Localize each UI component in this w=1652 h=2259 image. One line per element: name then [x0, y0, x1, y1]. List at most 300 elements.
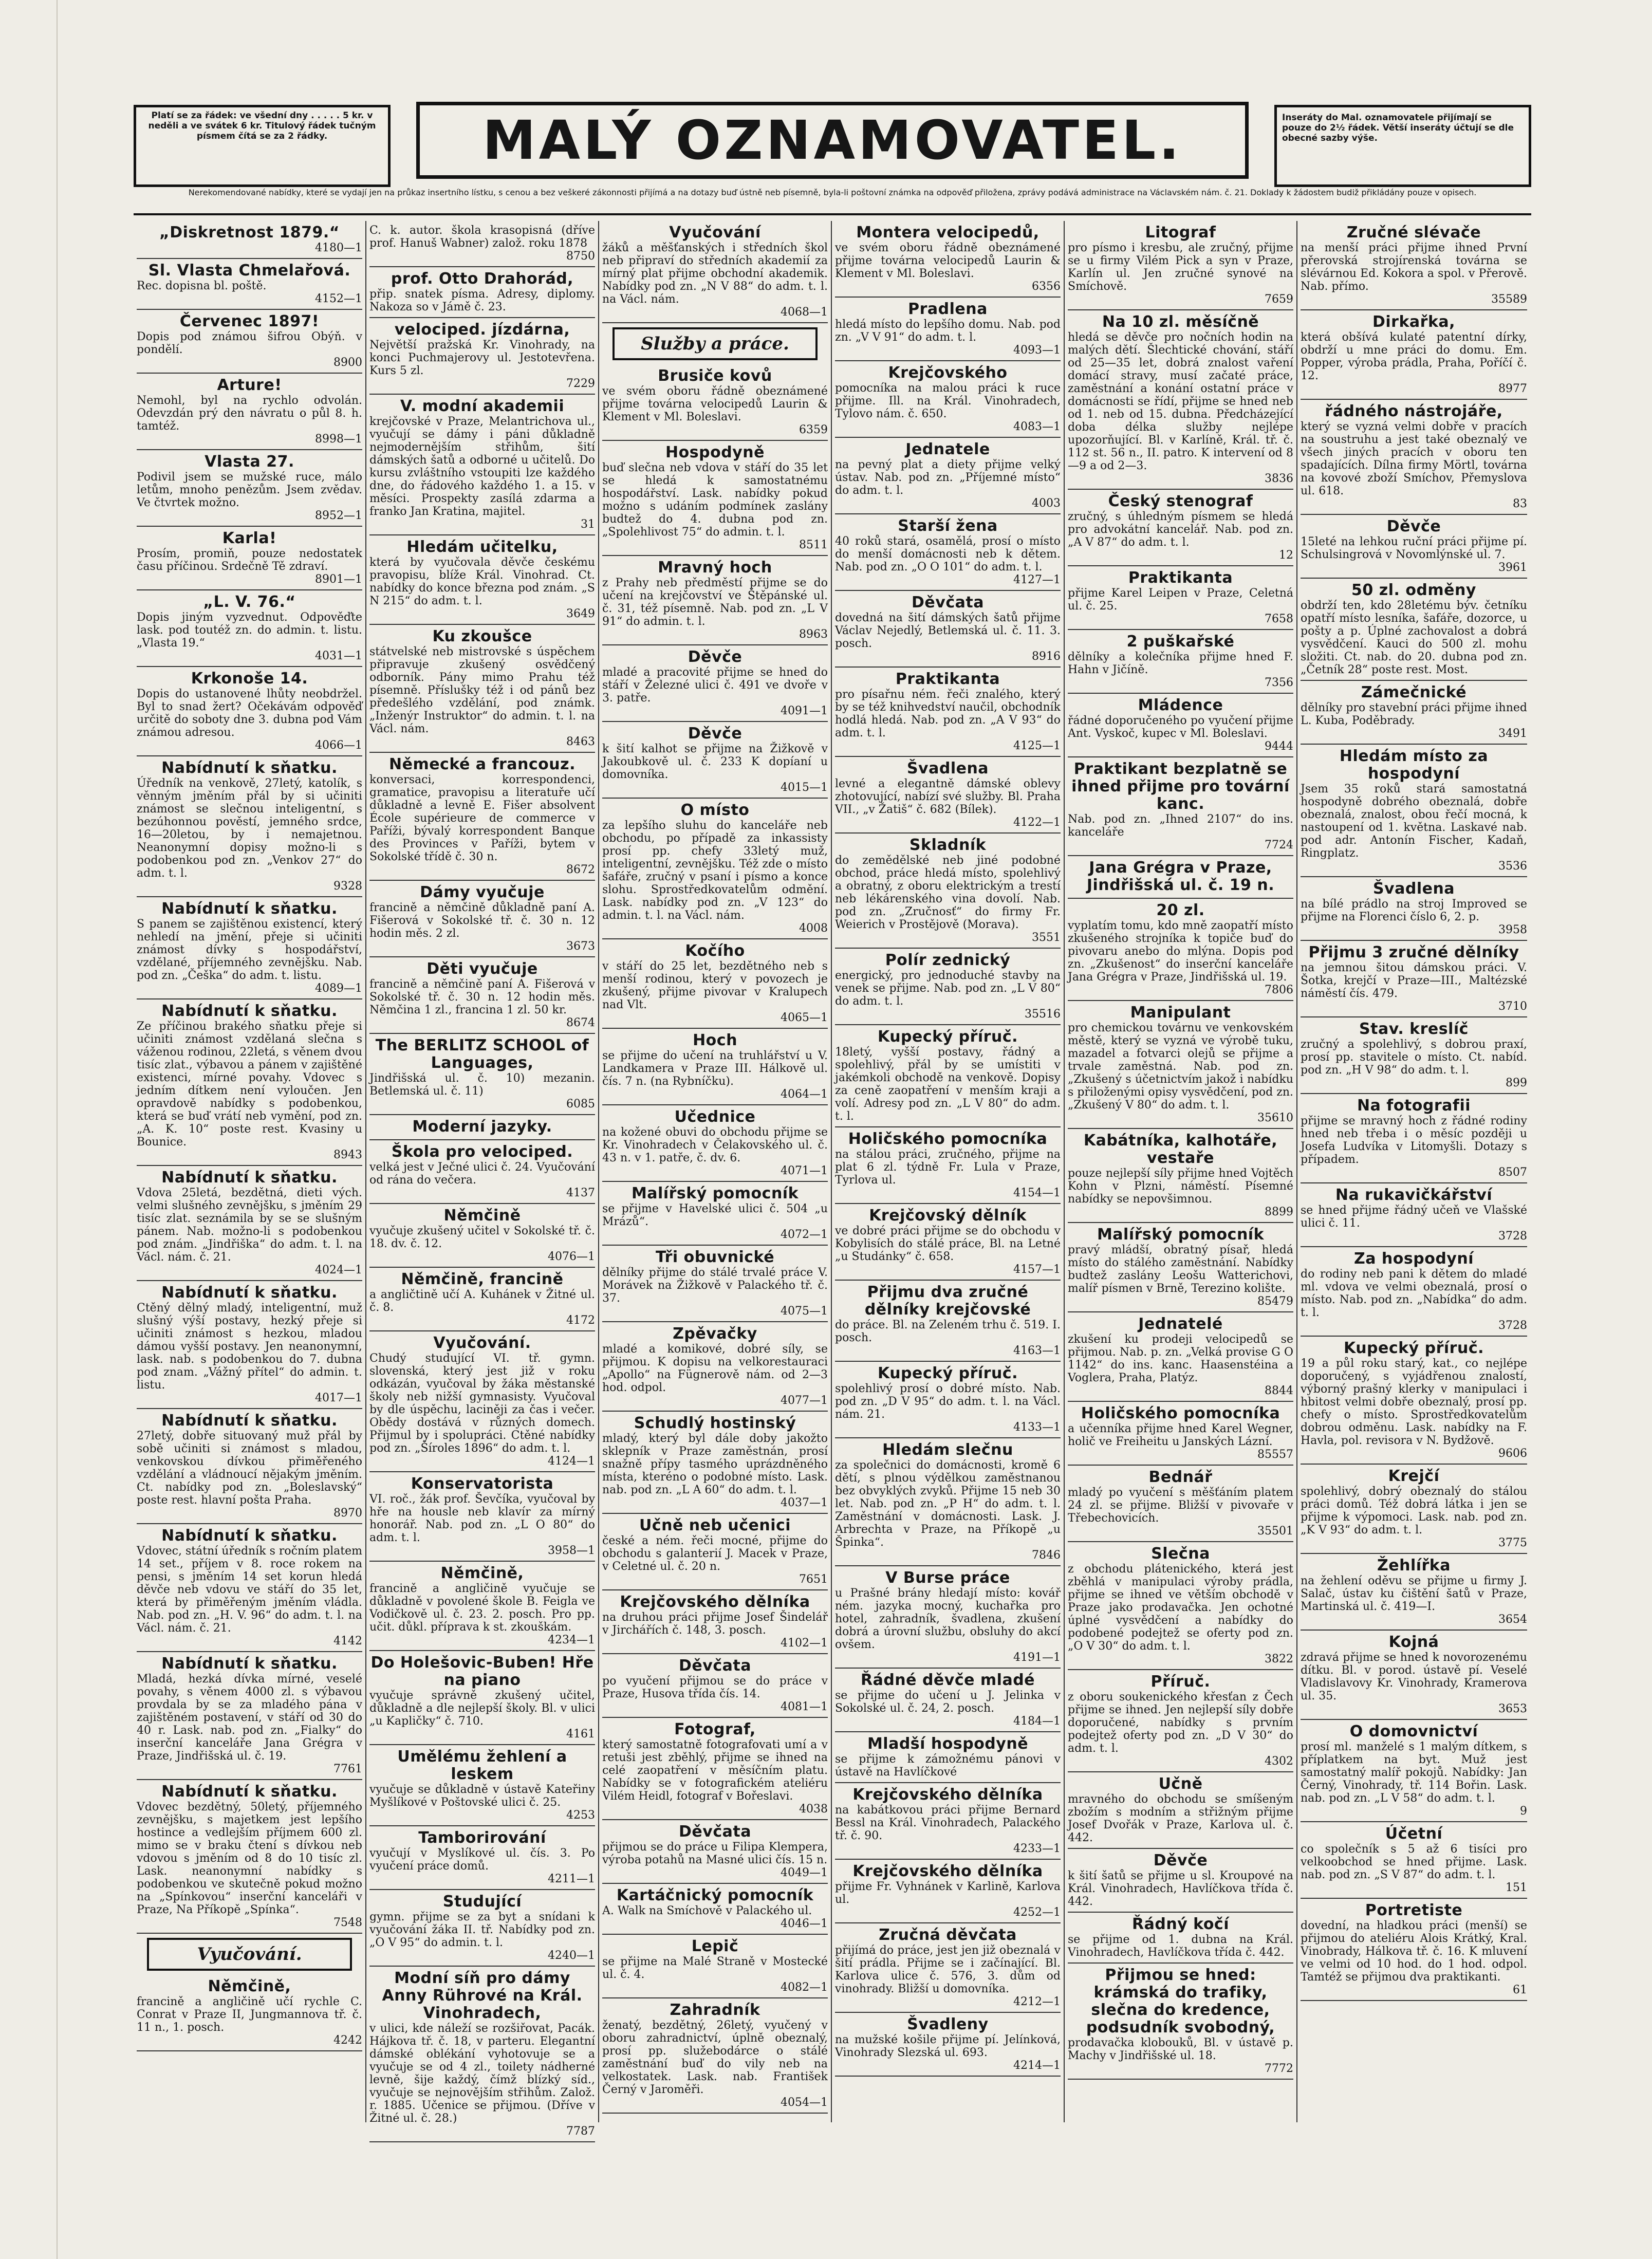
administration-notice: Nerekomendované nabídky, které se vydají jen na průkaz insertního lístku, s cenou a bez veškeré zákonnosti přijímá a na dotazy buď ústně neb písemně, byla-li poštovní známka na odpověď přiložena, zprávy podává administrace na Václavském nám. č. 21. Doklady k žádostem budiž přikládány pouze v opisech. [188, 188, 1477, 197]
classified-ad [835, 834, 1061, 949]
ad-text: do rodiny neb pani k dětem do mladé ml. vdova ve velmi obeznalá, prosí o místo. Nab. pod zn. „Nabídka“ do adm. t. l. [1301, 1268, 1527, 1319]
ad-heading: Studující [442, 1893, 522, 1911]
ad-text: vyplatím tomu, kdo mně zaopatří místo zkušeného strojníka k topiče buď do pivovaru anebo do mlýna. Dopis pod zn. „Zkušenost“ do inserční kanceláře Jana Grégra v Praze, Jindřišská ul. 19. [1068, 919, 1293, 984]
ad-text: dělníky přijme do stálé trvalé práce V. Morávek na Žižkově v Palackého tř. č. 37. [602, 1266, 828, 1305]
classified-ad [1068, 1849, 1293, 1913]
ad-number: 85557 [1257, 1448, 1293, 1461]
classified-ad [1068, 1129, 1293, 1223]
ad-heading: „L. V. 76.“ [203, 593, 296, 611]
classified-ad [602, 1514, 828, 1590]
classified-ad [369, 318, 595, 395]
ad-number: 6359 [799, 423, 828, 436]
classified-ad [835, 949, 1061, 1025]
ad-heading: The BERLITZ SCHOOL of Languages, [375, 1036, 589, 1072]
ad-text: na kabátkovou práci přijme Bernard Bessl na Král. Vinohradech, Palackého tř. č. 90. [835, 1804, 1061, 1842]
ad-text: levné a elegantně dámské oblevy zhotovující, nabízí své služby. Bl. Praha VII., „v Žatiš“ č. 682 (Bílek). [835, 777, 1061, 816]
ad-text: Jsem 35 roků stará samostatná hospodyně dobrého obeznalá, dobře obeznalá, znalost, obou řečí mocná, k nastoupení od 1. května. Laskavé nab. pod adr. Antonín Fischer, Kadaň, Ringplatz. [1301, 783, 1527, 860]
ad-number: 6356 [1032, 280, 1061, 293]
classified-ad [137, 756, 362, 897]
ad-number: 35501 [1257, 1525, 1293, 1538]
classified-ad [369, 221, 595, 267]
ad-column [1065, 221, 1297, 2122]
ad-text: státvelské neb mistrovské s úspěchem připravuje zkušený osvědčený odborník. Pány mimo Prahu též písemně. Příslušky též i od pánů bez předešlého vzdělání, pod známk. „Inženýr Instruktor“ do admin. t. l. na Václ. nám. [369, 645, 595, 735]
classified-ad [1068, 757, 1293, 856]
ad-number: 8672 [566, 863, 595, 876]
ad-number: 3836 [1265, 472, 1293, 485]
ad-text: žáků a měšťanských i středních škol neb připraví do středních akademií za mírný plat přijme obchodní akademik. Nabídky pod zn. „N V 88“ do adm. t. l. na Václ. nám. [602, 242, 828, 306]
classified-ad [1301, 1554, 1527, 1631]
classified-ad [602, 1029, 828, 1105]
ad-number: 3728 [1498, 1230, 1527, 1243]
ad-text: 40 roků stará, osamělá, prosí o místo do menší domácnosti neb k dětem. Nab. pod zn. „O O 101“ do adm. t. l. [835, 535, 1061, 573]
ad-heading: 50 zl. odměny [1351, 581, 1476, 599]
ad-text: se přijme od 1. dubna na Král. Vinohradech, Havlíčkova třída č. 442. [1068, 1933, 1293, 1959]
ad-text: S panem se zajištěnou existencí, který nehledí na jmění, přeje si učiniti známost dívky s hospodářství, vzdělané, příjemného zevnějšku. Nab. pod zn. „Češka“ do adm. t. listu. [137, 918, 362, 982]
classified-ad [1068, 1001, 1293, 1129]
ad-text: Prosím, promiň, pouze nedostatek času příčinou. Srdečně Tě zdraví. [137, 547, 362, 573]
ad-heading: Přijmou se hned: krámská do trafiky, slečna do kredence, podsudník svobodný, [1086, 1966, 1275, 2036]
classified-ad [1301, 1017, 1527, 1094]
classified-ad [602, 722, 828, 799]
ad-text: vyučuje zkušený učitel v Sokolské tř. č. 18. dv. č. 12. [369, 1225, 595, 1250]
ad-number: 8844 [1265, 1384, 1293, 1397]
ad-heading: Nabídnutí k sňatku. [161, 1002, 338, 1020]
ad-text: se přijme k zámožnému pánovi v ústavě na Havlíčkové [835, 1753, 1061, 1779]
ad-heading: Kočího [685, 942, 745, 960]
classified-ad [1068, 1542, 1293, 1670]
ad-text: do zemědělské neb jiné podobné obchod, práce hledá místo, spolehlivý a obratný, z oboru elektrickým a trestí neb lékárenského vina dovolí. Nab. pod zn. „Zručnosť“ do firmy Fr. Weierich v Prostějově (Morava). [835, 854, 1061, 931]
ad-text: ve svém oboru řádně obeznámené přijme továrna velocipedů Laurin & Klement v Ml. Boleslavi. [835, 242, 1061, 280]
classified-ad [602, 556, 828, 645]
ad-number: 4102—1 [781, 1637, 828, 1650]
ad-number: 4161 [566, 1728, 595, 1740]
ad-heading: Umělému žehlení a leskem [397, 1748, 567, 1783]
ad-number: 4081—1 [781, 1700, 828, 1713]
ad-heading: Konservatorista [411, 1475, 554, 1493]
classified-ad [369, 625, 595, 753]
ad-number: 4083—1 [1013, 420, 1061, 433]
classified-ad [137, 1166, 362, 1281]
ad-number: 4064—1 [781, 1088, 828, 1101]
classified-ad [137, 1780, 362, 1934]
ad-number: 7787 [566, 2125, 595, 2138]
ad-number: 4184—1 [1013, 1715, 1061, 1728]
ad-text: přijmou se do práce u Filipa Klempera, výroba potahů na Masné ulici čís. 15 n. [602, 1841, 828, 1866]
ad-number: 8674 [566, 1016, 595, 1029]
ad-text: pro písmo i kresbu, ale zručný, přijme se u firmy Vilém Pick a syn v Praze, Karlín ul. Jen zručné synové na Smíchově. [1068, 242, 1293, 293]
ad-number: 9328 [333, 880, 362, 893]
ad-number: 4214—1 [1013, 2059, 1061, 2072]
ad-heading: Krejčovského dělníka [852, 1786, 1043, 1804]
ad-number: 8916 [1032, 650, 1061, 663]
ad-heading: velociped. jízdárna, [394, 321, 570, 339]
ad-text: Ctěný dělný mladý, inteligentní, muž slušný výší postavy, hezký přeje si učiniti známost s hezkou, mladou dámou vyšší postavy. Jen neanonymní, lask. nab. s podobenkou do 7. dubna pod znam. „Vážný přítel“ do admin. t. listu. [137, 1302, 362, 1392]
ad-heading: Na fotografii [1357, 1097, 1471, 1115]
ad-heading: Krejčovského dělníka [852, 1862, 1043, 1880]
ad-heading: Žehlířka [1377, 1557, 1451, 1575]
classified-ad [1068, 221, 1293, 310]
ad-heading: Nabídnutí k sňatku. [161, 1527, 338, 1545]
ad-text: Největší pražská Kr. Vinohrady, na konci Puchmajerovy ul. Jestotevřena. Kurs 5 zl. [369, 339, 595, 377]
ad-number: 8963 [799, 628, 828, 641]
classified-ad [835, 438, 1061, 514]
ad-heading: Zpěvačky [673, 1325, 757, 1343]
ad-text: krejčovské v Praze, Melantrichova ul., vyučují se dámy i páni důkladně nejmodernějším střihům, šití dámských šatů a odborné u učitelů. Do kursu zvláštního vstoupiti lze každého dne, do řádového každého 1. a 15. v měsíci. Prospekty zasílá zdarma a franko Jan Kratina, majitel. [369, 415, 595, 518]
classified-ad [602, 364, 828, 441]
ad-heading: Praktikanta [1128, 569, 1233, 587]
ad-heading: Švadleny [907, 2015, 989, 2033]
classified-ad [1301, 579, 1527, 681]
section-heading: Služby a práce. [612, 327, 818, 360]
ad-text: 15leté na lehkou ruční práci přijme pí. Schulsingrová v Novomlýnské ul. 7. [1301, 535, 1527, 561]
classified-ad [1301, 1247, 1527, 1337]
ad-number: 4017—1 [315, 1392, 362, 1404]
ad-text: se přijme do učení na truhlářství u V. Landkamera v Praze III. Hálkově ul. čís. 7 n. (na Rybníčku). [602, 1049, 828, 1088]
ad-heading: Učně [1158, 1775, 1203, 1793]
classified-ad [602, 939, 828, 1029]
ad-text: na menší práci přijme ihned První přerovská strojírenská továrna se slévárnou Ed. Kokora a spol. v Přerově. Nab. přímo. [1301, 242, 1527, 293]
ad-number: 4089—1 [315, 982, 362, 995]
ad-heading: Fotograf, [674, 1720, 756, 1738]
ad-number: 4046—1 [781, 1917, 828, 1930]
ad-number: 3551 [1032, 931, 1061, 944]
ad-heading: Portretiste [1365, 1901, 1463, 1919]
ad-heading: Mravný hoch [658, 559, 772, 577]
ad-heading: Malířský pomocník [631, 1184, 799, 1202]
classified-ad [1301, 745, 1527, 877]
classified-ad [835, 1362, 1061, 1438]
ad-text: Nemohl, byl na rychlo odvolán. Odevzdán prý den návratu o půl 8. h. tamtéž. [137, 394, 362, 433]
ad-number: 8952—1 [315, 509, 362, 522]
ad-number: 4302 [1265, 1755, 1293, 1768]
ad-text: na kožené obuvi do obchodu přijme se Kr. Vinohradech v Čelakovského ul. č. 43 n. v 1. patře, č. dv. 6. [602, 1126, 828, 1164]
ad-heading: Na 10 zl. měsíčně [1102, 313, 1259, 331]
ad-text: přip. snatek písma. Adresy, diplomy. Nakoza so v Jámě č. 23. [369, 288, 595, 313]
ad-heading: Krejčí [1388, 1467, 1440, 1485]
ad-text: která by vyučovala děvče českému pravopisu, blíže Král. Vinohrad. Ct. nabídky do konce března pod znám. „S N 215“ do adm. t. l. [369, 556, 595, 607]
ad-text: 27letý, dobře situovaný muž přál by sobě učiniti si známost s mladou, venkovskou dívkou přiměřeného vzdělání a vládnoucí nějakým jměním. Ct. nabídky pod zn. „Boleslavský“ poste rest. hlavní pošta Praha. [137, 1430, 362, 1507]
classified-ad [369, 1826, 595, 1890]
classified-ad [835, 757, 1061, 834]
classified-ad [1068, 856, 1293, 899]
ad-heading: Zručná děvčata [879, 1926, 1017, 1944]
ad-heading: Vyučování [669, 224, 761, 242]
ad-heading: Děvčata [679, 1823, 751, 1841]
ad-heading: Ku zkoušce [432, 627, 532, 645]
classified-ad [835, 1204, 1061, 1281]
ad-heading: Kupecký příruč. [1343, 1339, 1484, 1357]
classified-ad [602, 1322, 828, 1412]
ad-text: vyučuje správně zkušený učitel, důkladně a dle nejlepší školy. Bl. v ulici „u Kapličky“ č. 710. [369, 1689, 595, 1728]
ad-text: francině a němčině důkladně paní A. Fišerová v Sokolské tř. č. 30 n. 12 hodin měs. 2 zl. [369, 901, 595, 940]
section-heading: Vyučování. [147, 1938, 352, 1971]
ad-number: 4082—1 [781, 1981, 828, 1994]
ad-number: 4037—1 [781, 1496, 828, 1509]
ad-text: dovedná na šití dámských šatů přijme Václav Nejedlý, Betlemská ul. č. 11. 3. posch. [835, 612, 1061, 650]
classified-ad [137, 310, 362, 374]
classified-ad [137, 667, 362, 756]
ad-text: ve svém oboru řádně obeznámené přijme továrna velocipedů Laurin & Klement v Ml. Boleslavi. [602, 385, 828, 423]
ad-heading: Hledám učitelku, [406, 538, 558, 556]
classified-ad [137, 897, 362, 999]
ad-number: 4127—1 [1013, 573, 1061, 586]
ad-text: spolehlivý prosí o dobré místo. Nab. pod zn. „D V 95“ do adm. t. l. na Václ. nám. 21. [835, 1382, 1061, 1421]
ad-text: zručný a spolehlivý, s dobrou praxí, prosí pp. stavitele o místo. Ct. nabíd. pod zn. „H V 98“ do adm. t. l. [1301, 1038, 1527, 1077]
ad-number: 4038 [799, 1803, 828, 1816]
ad-heading: Příruč. [1150, 1673, 1211, 1691]
classified-ad [369, 1115, 595, 1140]
ad-heading: Švadlena [1372, 880, 1455, 898]
ad-heading: Bednář [1148, 1468, 1213, 1486]
classified-ad [1301, 1720, 1527, 1822]
ad-text: který samostatně fotografovati umí a v retuši jest zběhlý, přijme se ihned na celé zaopatření v měsíčním platu. Nabídky se v fotografickém ateliéru Vilém Heidl, fotograf v Bořeslavi. [602, 1738, 828, 1803]
ad-number: 35516 [1025, 1008, 1061, 1021]
ad-number: 8901—1 [315, 573, 362, 586]
classified-ad [1301, 1899, 1527, 2001]
ad-number: 4091—1 [781, 705, 828, 717]
ad-number: 8943 [333, 1149, 362, 1161]
ad-text: v stáří do 25 let, bezdětného neb s menší rodinou, který v povozech je zkušený, přijme pivovar v Kralupech nad Vlt. [602, 960, 828, 1011]
newspaper-page [134, 98, 1531, 2138]
ad-number: 7806 [1265, 984, 1293, 996]
ad-number: 4003 [1032, 497, 1061, 510]
ad-heading: Tamborirování [418, 1829, 546, 1847]
ad-number: 3822 [1265, 1653, 1293, 1665]
ad-heading: Lepič [691, 1937, 739, 1955]
ad-text: A. Walk na Smíchově v Palackého ul. [602, 1904, 812, 1917]
ad-heading: Krejčovský dělník [869, 1207, 1027, 1225]
ad-text: vyučuje se důkladně v ústavě Kateřiny Myšlíkové v Poštovské ulici č. 25. [369, 1783, 595, 1809]
classified-ad [369, 535, 595, 625]
classified-ad [1301, 941, 1527, 1017]
ad-text: na jemnou šitou dámskou práci. V. Šotka, krejčí v Praze—III., Maltézské náměstí čís. 479. [1301, 961, 1527, 1000]
ad-heading: Děvče [1386, 517, 1441, 535]
ad-text: Podivil jsem se mužské ruce, málo letům, mnoho penězům. Jsem zvědav. Ve čtvrtek možno. [137, 471, 362, 509]
ad-text: co společník s 5 až 6 tisíci pro velkoobchod se hned přijme. Lask. nab. pod zn. „S V 87“ do adm. t. l. [1301, 1843, 1527, 1881]
ad-text: pravý mládší, obratný písař, hledá místo do stálého zaměstnání. Nabídky budtež zaslány Leošu Watterichovi, malíř písmen v Brně, Terezino kolište. [1068, 1244, 1293, 1295]
ad-number: 83 [1513, 497, 1527, 510]
ad-number: 4122—1 [1013, 816, 1061, 829]
ad-number: 3728 [1498, 1319, 1527, 1332]
ad-number: 4212—1 [1013, 1995, 1061, 2008]
ad-text: a učenníka přijme hned Karel Wegner, holič ve Freiheitu u Janských Lázní. [1068, 1422, 1293, 1448]
classified-ad [1068, 1312, 1293, 1402]
ad-heading: Vlasta 27. [205, 453, 294, 471]
ad-number: 4093—1 [1013, 344, 1061, 357]
ad-heading: Karla! [222, 529, 277, 547]
ad-heading: Děvče [1153, 1851, 1208, 1869]
ad-text: francině a angličině učí rychle C. Conrat v Praze II, Jungmannova tř. č. 11 n., 1. posch. [137, 1995, 362, 2034]
ad-heading: Zahradník [670, 2001, 760, 2019]
classified-ad [602, 1884, 828, 1935]
ad-text: pouze nejlepší síly přijme hned Vojtěch Kohn v Plzni, náměstí. Písemné nabídky se nepovšimnou. [1068, 1167, 1293, 1206]
ad-heading: Kupecký příruč. [877, 1364, 1018, 1382]
ad-heading: Praktikanta [895, 670, 1000, 688]
ad-heading: 2 puškařské [1126, 633, 1235, 651]
ad-text: obdrží ten, kdo 28letému býv. četníku opatří místo lesníka, šafáře, dozorce, u pošty a p. Úplné zachovalost a dobrá vysvědčení. Kauci do 500 zl. mohu složiti. Ct. nab. do 20. dubna pod zn. „Četník 28“ poste rest. Most. [1301, 599, 1527, 676]
ad-number: 4152—1 [315, 292, 362, 305]
ad-number: 35610 [1257, 1112, 1293, 1124]
ad-heading: Děvče [688, 725, 743, 743]
ad-text: energický, pro jednoduché stavby na venek se přijme. Nab. pod zn. „L V 80“ do adm. t. l. [835, 969, 1061, 1008]
ad-number: 8970 [333, 1507, 362, 1520]
ad-number: 7724 [1265, 839, 1293, 851]
ad-heading: Mladší hospodyně [867, 1735, 1029, 1753]
ad-heading: Polír zednický [885, 951, 1011, 969]
classified-ad [1301, 310, 1527, 400]
ad-number: 9 [1520, 1805, 1527, 1818]
ad-number: 8511 [799, 539, 828, 551]
ad-number: 3710 [1498, 1000, 1527, 1013]
ad-heading: Hospodyně [665, 443, 765, 461]
classified-ad [602, 1935, 828, 1998]
ad-heading: Kartáčnický pomocník [616, 1886, 814, 1904]
ad-text: u Prašné brány hledají místo: kovář ném. jazyka mocný, kuchařka pro hotel, zahradník, švadlena, zkušení dobrá a úrovní službu, obsluhy do akcí ovšem. [835, 1587, 1061, 1651]
ad-heading: Český stenograf [1108, 492, 1253, 510]
ad-column [134, 221, 366, 2122]
classified-ad [835, 1732, 1061, 1783]
ad-heading: Arture! [217, 376, 282, 394]
classified-ad [137, 1524, 362, 1652]
classified-ad [835, 298, 1061, 361]
ad-heading: Moderní jazyky. [412, 1118, 552, 1136]
ad-heading: Schudlý hostinský [634, 1414, 796, 1432]
ad-heading: Krkonoše 14. [191, 670, 308, 688]
classified-ad [369, 1472, 595, 1562]
ad-heading: Modní síň pro dámy Anny Rührové na Král. Vinohradech, [382, 1969, 583, 2022]
ad-text: pro písařnu ném. řeči znalého, který by se též knihvedství naučil, obchodník hodlá hledá. Nab. pod zn. „A V 93“ do adm. t. l. [835, 688, 1061, 739]
ad-number: 31 [581, 518, 595, 531]
page-title: MALÝ OZNAMOVATEL. [416, 102, 1249, 179]
ad-number: 4075—1 [781, 1305, 828, 1318]
ad-number: 4015—1 [781, 781, 828, 794]
ad-number: 4125—1 [1013, 739, 1061, 752]
ad-text: francině a němčině paní A. Fišerová v Sokolské tř. č. 30 n. 12 hodin měs. Němčina 1 zl., francina 1 zl. 50 kr. [369, 978, 595, 1016]
classified-ad [1301, 1094, 1527, 1183]
ad-heading: Červenec 1897! [179, 312, 320, 330]
classified-ad [835, 1025, 1061, 1127]
classified-ad [1068, 1223, 1293, 1312]
ad-text: Dopis jiným vyzvednut. Odpověďte lask. pod toutéž zn. do admin. t. listu. „Vlasta 19.“ [137, 611, 362, 650]
ad-number: 8899 [1265, 1206, 1293, 1218]
classified-ad [1068, 310, 1293, 490]
classified-ad [137, 374, 362, 450]
ad-number: 9606 [1498, 1447, 1527, 1460]
classified-ad [1301, 221, 1527, 310]
ad-heading: Nabídnutí k sňatku. [161, 1284, 338, 1302]
ad-number: 4242 [333, 2034, 362, 2047]
ad-number: 4191—1 [1013, 1651, 1061, 1664]
ad-text: přijme Fr. Vyhnánek v Karlině, Karlova ul. [835, 1880, 1061, 1906]
classified-ad [602, 1998, 828, 2114]
ad-heading: O domovnictví [1349, 1723, 1478, 1740]
ad-heading: Praktikant bezplatně se ihned přijme pro tovární kanc. [1071, 760, 1290, 813]
binding-margin-line [57, 0, 58, 2259]
ad-number: 4049—1 [781, 1866, 828, 1879]
ad-heading: Nabídnutí k sňatku. [161, 759, 338, 777]
ad-number: 4253 [566, 1809, 595, 1822]
ad-heading: Malířský pomocník [1097, 1226, 1265, 1244]
ad-number: 7846 [1032, 1549, 1061, 1562]
ad-text: mladé a pracovité přijme se hned do stáří v Železné ulici č. 491 ve dvoře v 3. patře. [602, 666, 828, 705]
ad-heading: Mládence [1138, 696, 1223, 714]
ad-heading: Nabídnutí k sňatku. [161, 900, 338, 918]
ad-text: Vdova 25letá, bezdětná, dieti vých. velmi slušného zevnějšku, s jměním 29 tisíc zlat. seznámila by se se slušným pánem. Nab. možno-li s podobenkou pod znám. „Jindřiška“ do adm. t. l. na Václ. nám. č. 21. [137, 1187, 362, 1264]
ad-text: zručný, s úhledným písmem se hledá pro advokátní kancelář. Nab. pod zn. „A V 87“ do adm. t. l. [1068, 510, 1293, 549]
ad-heading: O místo [680, 801, 750, 819]
ad-number: 4142 [333, 1635, 362, 1647]
ad-number: 7658 [1265, 613, 1293, 625]
ad-heading: Hledám místo za hospodyní [1339, 747, 1489, 783]
ad-heading: Nabídnutí k sňatku. [161, 1783, 338, 1801]
ad-number: 4163—1 [1013, 1344, 1061, 1357]
ad-heading: Němčině, francině [401, 1270, 564, 1288]
ad-heading: Učně neb učenici [639, 1516, 791, 1534]
ad-number: 4180—1 [315, 242, 362, 254]
classified-ad [602, 645, 828, 722]
ad-number: 12 [1279, 549, 1293, 562]
classified-ad [369, 267, 595, 318]
classified-ad [369, 1140, 595, 1204]
ad-text: C. k. autor. škola krasopisná (dříve prof. Hanuš Wabner) založ. roku 1878 [369, 224, 595, 250]
ad-heading: V. modní akademii [400, 397, 565, 415]
classified-ad [369, 881, 595, 957]
ad-heading: Zručné slévače [1346, 224, 1481, 242]
ad-heading: Kabátníka, kalhotáře, vestaře [1083, 1132, 1278, 1167]
ad-number: 4252—1 [1013, 1906, 1061, 1919]
ad-text: Vdovec bezdětný, 50letý, příjemného zevnějšku, s majetkem jest lepšího hostince a vedlejším příjmem 600 zl. mimo se v braku čtení s dívkou neb vdovou s jměním od 8 do 10 tisíc zl. Lask. neanonymní nabídky s podobenkou ve skutečně pokud možno na „Spínkovou“ inserční kanceláři v Praze, Na Příkopě „Spínka“. [137, 1801, 362, 1916]
ad-heading: Montera velocipedů, [856, 224, 1040, 242]
classified-ad [1301, 1183, 1527, 1247]
ad-text: přijímá do práce, jest jen již obeznalá v šití prádla. Přijme se i začínající. Bl. Karlova ulice č. 576, 3. dům od vinohrady. Bližší u domovníka. [835, 1944, 1061, 1995]
ad-text: 19 a půl roku starý, kat., co nejlépe doporučený, s vyjádřenou znalostí, výborný prašný klerky v manipulaci i hbitost velmi dobře obeznalý, prosí pp. chefy o místo. Sprostředkovatelům dobrou odměnu. Lask. nabídky na F. Havla, pol. revisora v N. Bydžově. [1301, 1357, 1527, 1447]
classified-ad [369, 1890, 595, 1967]
classified-ad [602, 441, 828, 556]
classified-ad [1068, 1466, 1293, 1542]
ad-number: 3958 [1498, 923, 1527, 936]
ad-heading: prof. Otto Drahorád, [391, 270, 574, 288]
ad-number: 4031—1 [315, 650, 362, 662]
ad-number: 8507 [1498, 1166, 1527, 1179]
ad-number: 7659 [1265, 293, 1293, 306]
ad-heading: Holičského pomocníka [848, 1130, 1048, 1148]
ad-heading: Jednatelé [1138, 1315, 1223, 1333]
classified-ad [1301, 1337, 1527, 1465]
ad-heading: Tři obuvnické [655, 1248, 775, 1266]
ad-number: 7548 [333, 1916, 362, 1929]
ad-text: se hned přijme řádný učeň ve Vlašské ulici č. 11. [1301, 1204, 1527, 1230]
ad-text: mladé a komikové, dobré síly, se přijmou. K dopisu na velkorestauraci „Apollo“ na Fügnerově nám. od 2—3 hod. odpol. [602, 1343, 828, 1394]
classified-ad [835, 221, 1061, 298]
ad-number: 4071—1 [781, 1164, 828, 1177]
ad-heading: Pradlena [908, 300, 988, 318]
ad-number: 3491 [1498, 727, 1527, 740]
ad-text: gymn. přijme se za byt a snídani k vyučování žáka II. tř. Nabídky pod zn. „O V 95“ do admin. t. l. [369, 1911, 595, 1949]
classified-ad [1301, 877, 1527, 941]
classified-ad [1068, 566, 1293, 630]
ad-number: 85479 [1257, 1295, 1293, 1308]
ad-heading: Kupecký příruč. [877, 1028, 1018, 1046]
insertion-rules-box: Inseráty do Mal. oznamovatele přijímají se pouze do 2½ řádek. Větší inseráty účtují se dle obecné sazby výše. [1274, 105, 1531, 187]
ad-heading: Přijmu dva zručné dělníky krejčovské [864, 1283, 1031, 1319]
ad-heading: Krejčovského dělníka [620, 1593, 810, 1611]
ad-text: přijme Karel Leipen v Praze, Celetná ul. č. 25. [1068, 587, 1293, 613]
ad-text: vyučují v Myslíkové ul. čís. 3. Po vyučení práce domů. [369, 1847, 595, 1873]
classified-ad [369, 1331, 595, 1472]
ad-text: pro chemickou továrnu ve venkovském městě, který se vyzná ve výrobě tuku, mazadel a fotvarci olejů se přijme a trvale zaměstná. Nab. pod zn. „Zkušený s účetnictvím jakož i nabídku s přiloženými opisy vysvědčení, pod zn. „Zkušený V 80“ do adm. t. l. [1068, 1022, 1293, 1112]
classified-ad [602, 1654, 828, 1718]
ad-number: 4157—1 [1013, 1263, 1061, 1276]
